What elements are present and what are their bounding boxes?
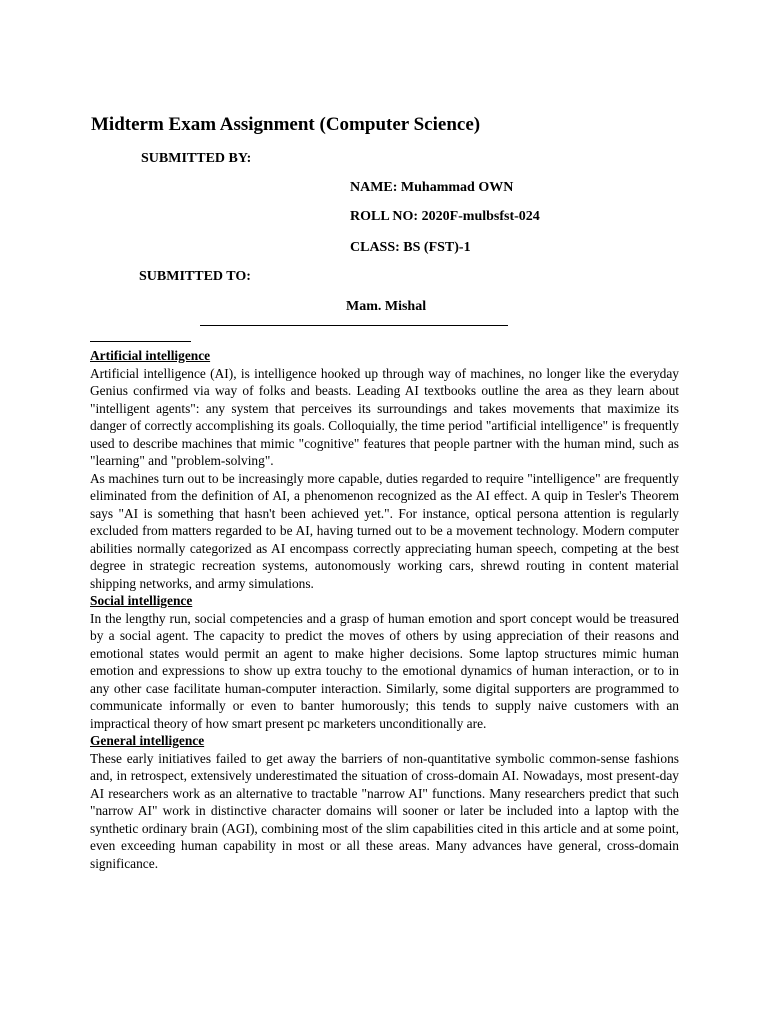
body-content (90, 347, 679, 872)
submitted-by-label: SUBMITTED BY: (141, 151, 252, 166)
document-title: Midterm Exam Assignment (Computer Science) (91, 114, 481, 135)
section-paragraph: Artificial intelligence (AI), is intelligence hooked up through way of machines, no longer like the everyday Genius confirmed via way of folks and beasts. Leading AI textbooks outline the area as they learn about "intelligent agents": any system that perceives its surroundings and takes movements that maximize its danger of correctly accomplishing its goals. Colloquially, the time period "artificial intelligence" is frequently used to describe machines that mimic "cognitive" features that people partner with the human mind, such as "learning" and "problem-solving". (90, 365, 679, 468)
section-paragraph: As machines turn out to be increasingly more capable, duties regarded to require "intelligence" are frequently eliminated from the definition of AI, a phenomenon recognized as the AI effect. A quip in Tesler's Theorem says "AI is something that hasn't been achieved yet.". For instance, optical persona attention is regularly excluded from matters regarded to be AI, having turned out to be a movement technology. Modern computer abilities normally categorized as AI encompass correctly appreciating human speech, competing at the best degree in strategic recreation systems, autonomously working cars, shrewd routing in content material shipping networks, and army simulations. (90, 470, 679, 591)
student-name: NAME: Muhammad OWN (350, 180, 514, 195)
roll-number: ROLL NO: 2020F-mulbsfst-024 (350, 209, 540, 224)
section-heading: Social intelligence (90, 593, 193, 608)
class-info: CLASS: BS (FST)-1 (350, 240, 471, 255)
section-paragraph: These early initiatives failed to get away the barriers of non-quantitative symbolic common-sense fashions and, in retrospect, extensively underestimated the situation of cross-domain AI. Nowadays, most present-day AI researchers work as an alternative to tractable "narrow AI" functions. Many researchers predict that such "narrow AI" work in distinctive character domains will sooner or later be included into a laptop with the synthetic ordinary brain (AGI), combining most of the slim capabilities cited in this article and at some point, even exceeding human capability in most or all these areas. Many advances have general, cross-domain significance. (90, 750, 679, 871)
short-divider (90, 341, 191, 342)
section-heading: Artificial intelligence (90, 348, 211, 363)
section-heading: General intelligence (90, 733, 205, 748)
teacher-name: Mam. Mishal (346, 299, 427, 314)
signature-line (200, 325, 508, 326)
section-paragraph: In the lengthy run, social competencies and a grasp of human emotion and sport concept would be treasured by a social agent. The capacity to predict the moves of others by using appreciation of their reasons and emotional states would permit an agent to make higher decisions. Some laptop structures mimic human emotion and expressions to show up extra touchy to the emotional dynamics of human interaction, or to in any other case facilitate human-computer interaction. Similarly, some digital supporters are programmed to communicate informally or even to banter humorously; this tends to supply naive customers with an impractical theory of how smart present pc marketers unconditionally are. (90, 610, 679, 731)
submitted-to-label: SUBMITTED TO: (139, 269, 251, 284)
